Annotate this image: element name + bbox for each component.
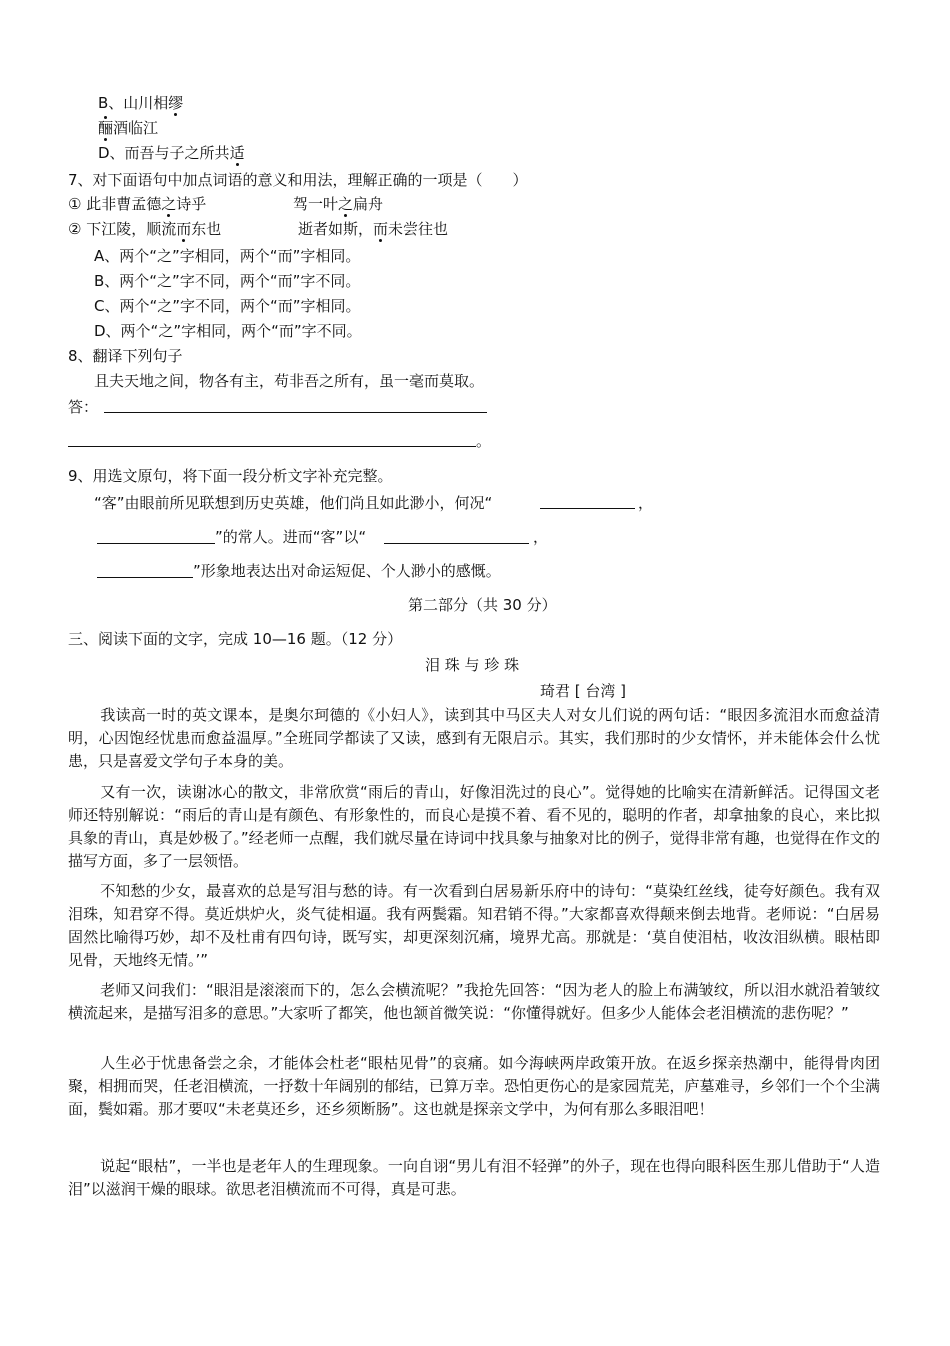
q6-option-b: B、山川相缪 <box>98 94 184 112</box>
article-paragraph-2: 又有一次，读谢冰心的散文，非常欣赏“雨后的青山，好像泪洗过的良心”。觉得她的比喻实在清新鲜活。记得国文老师还特别解说：“雨后的青山是有颜色、有形象性的，而良心是摸不着、看不见的，聪明的作者，却拿抽象的良心，来比拟具象的青山，真是妙极了。”经老师一点醒，我们就尽量在诗词中找具象与抽象对比的例子，觉得非常有趣，也觉得在作文的描写方面，多了一层领悟。 <box>68 783 880 870</box>
part2-heading: 第二部分（共 30 分） <box>408 596 557 614</box>
q7-line1a: ① 此非曹孟德之诗乎 <box>68 195 207 213</box>
q8-end-mark: 。 <box>476 432 492 450</box>
q9-line1-text: “客”由眼前所见联想到历史英雄，他们尚且如此渺小，何况“ <box>94 494 493 512</box>
q6-option-d: D、而吾与子之所共适 <box>98 144 245 162</box>
article-paragraph-4: 老师又问我们：“眼泪是滚滚而下的，怎么会横流呢？”我抢先回答：“因为老人的脸上布满皱纹，所以泪水就沿着皱纹横流起来，是描写泪多的意思。”大家听了都笑，他也颔首微笑说：“你懂得就好。但多少人能体会老泪横流的悲伤呢？” <box>68 981 880 1022</box>
article-paragraph-5: 人生必于忧患备尝之余，才能体会杜老“眼枯见骨”的哀痛。如今海峡两岸政策开放。在返乡探亲热潮中，能得骨肉团聚，相拥而哭，任老泪横流，一抒数十年阔别的郁结，已算万幸。恐怕更伤心的是家园荒芜，庐墓难寻，乡邻们一个个尘满面，鬓如霜。那才要叹“未老莫还乡，还乡须断肠”。这也就是探亲文学中，为何有那么多眼泪吧！ <box>68 1054 880 1118</box>
article-paragraph-3: 不知愁的少女，最喜欢的总是写泪与愁的诗。有一次看到白居易新乐府中的诗句：“莫染红丝线，徒夸好颜色。我有双泪珠，知君穿不得。莫近烘炉火，炎气徒相逼。我有两鬓霜。知君销不得。”大家都喜欢得颠来倒去地背。老师说：“白居易固然比喻得巧妙，却不及杜甫有四句诗，既写实，却更深刻沉痛，境界尤高。那就是：‘莫自使泪枯，收汝泪纵横。眼枯即见骨，天地终无情。’” <box>68 882 880 969</box>
article-author: 琦君 [ 台湾 ] <box>540 682 627 700</box>
article-paragraph-6: 说起“眼枯”，一半也是老年人的生理现象。一向自诩“男儿有泪不轻弹”的外子，现在也得向眼科医生那儿借助于“人造泪”以滋润干燥的眼球。欲思老泪横流而不可得，真是可悲。 <box>68 1157 880 1198</box>
q9-blank-2[interactable] <box>97 543 215 544</box>
q7-stem: 7、对下面语句中加点词语的意义和用法，理解正确的一项是（ ） <box>68 171 528 189</box>
q9-line2-end: ， <box>533 528 549 546</box>
q9-line1-end: ， <box>638 494 654 512</box>
q7-option-b: B、两个“之”字不同，两个“而”字不同。 <box>94 272 361 290</box>
q8-answer-line-2[interactable] <box>68 446 476 447</box>
q9-line2-mid: ”的常人。进而“客”以“ <box>215 528 367 546</box>
q9-stem: 9、用选文原句，将下面一段分析文字补充完整。 <box>68 467 393 485</box>
q8-answer-line-1[interactable] <box>104 412 487 413</box>
q7-line1b: 驾一叶之扁舟 <box>293 195 384 213</box>
article-title: 泪 珠 与 珍 珠 <box>425 656 520 674</box>
section3-heading: 三、阅读下面的文字，完成 10—16 题。（12 分） <box>68 630 403 648</box>
q7-option-c: C、两个“之”字不同，两个“而”字相同。 <box>94 297 361 315</box>
q7-line2b: 逝者如斯，而未尝往也 <box>298 220 449 238</box>
q9-blank-3[interactable] <box>384 543 529 544</box>
q9-blank-4[interactable] <box>97 577 193 578</box>
q8-stem: 8、翻译下列句子 <box>68 347 183 365</box>
q8-sentence: 且夫天地之间，物各有主，苟非吾之所有，虽一毫而莫取。 <box>94 372 485 390</box>
q9-blank-1[interactable] <box>540 508 635 509</box>
q8-answer-label: 答： <box>68 398 99 416</box>
q9-line3-text: ”形象地表达出对命运短促、个人渺小的感慨。 <box>193 562 501 580</box>
q7-line2a: ② 下江陵，顺流而东也 <box>68 220 222 238</box>
q7-option-d: D、两个“之”字相同，两个“而”字不同。 <box>94 322 362 340</box>
q7-option-a: A、两个“之”字相同，两个“而”字相同。 <box>94 247 361 265</box>
q6-option-c: 酾酒临江 <box>98 119 159 137</box>
article-paragraph-1: 我读高一时的英文课本，是奥尔珂德的《小妇人》，读到其中马区夫人对女儿们说的两句话：“眼因多流泪水而愈益清明，心因饱经忧患而愈益温厚。”全班同学都读了又读，感到有无限启示。其实，我们那时的少女情怀，并未能体会什么忧患，只是喜爱文学句子本身的美。 <box>68 706 880 770</box>
